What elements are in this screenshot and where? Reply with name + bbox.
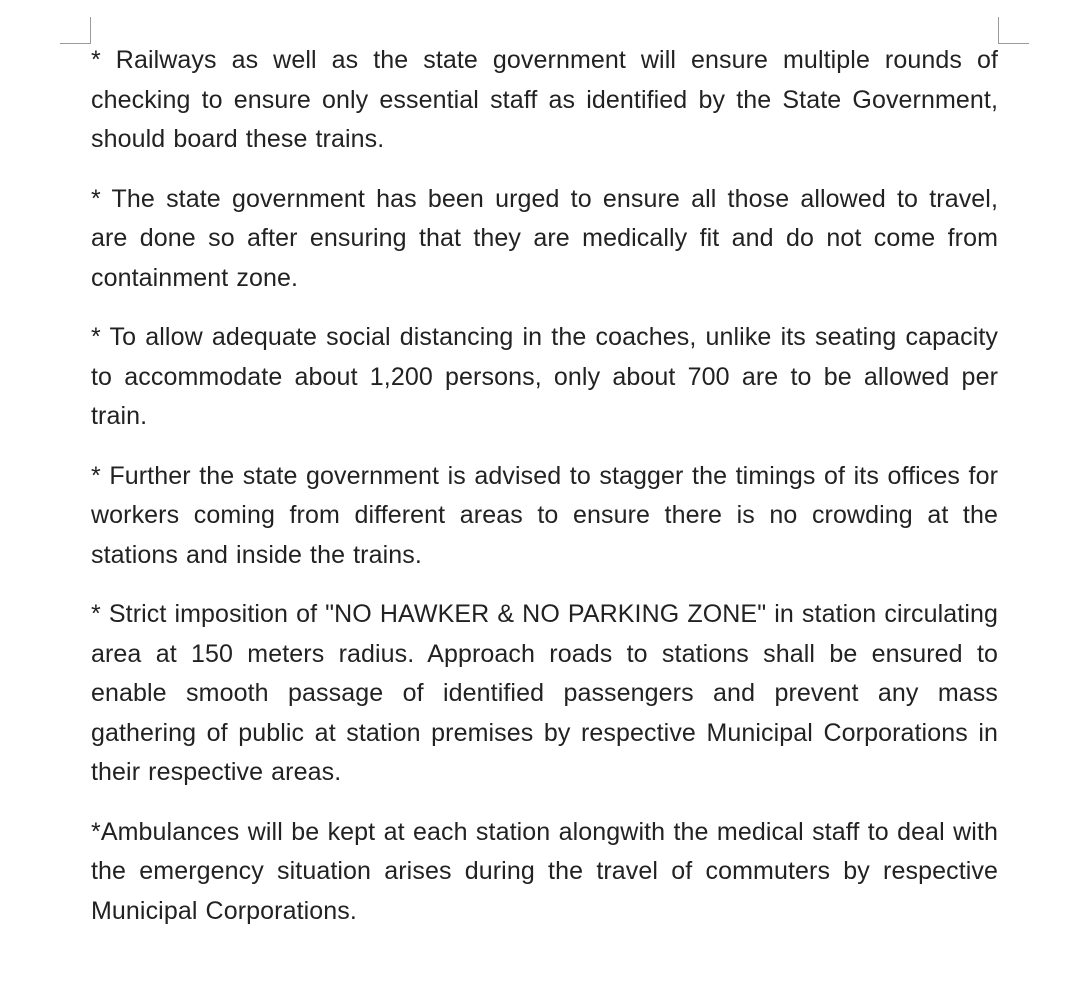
paragraph-no-hawker-zone: * Strict imposition of "NO HAWKER & NO PARKING ZONE" in station circulating area at 150 meters radius. Approach roads to stations shall be ensured to enable smooth passage of identified passengers and prevent any mass gathering of public at station premises by respective Municipal Corporations in their respective areas.: [91, 600, 998, 786]
document-body: [91, 41, 998, 951]
paragraph-medically-fit: * The state government has been urged to ensure all those allowed to travel, are done so after ensuring that they are medically fit and do not come from containment zone.: [91, 184, 998, 292]
paragraph-stagger-timings: * Further the state government is advised to stagger the timings of its offices for workers coming from different areas to ensure there is no crowding at the stations and inside the trains.: [91, 461, 998, 569]
top-right-margin-mark: [998, 17, 1029, 44]
paragraph-ambulances: *Ambulances will be kept at each station alongwith the medical staff to deal with the emergency situation arises during the travel of commuters by respective Municipal Corporations.: [91, 817, 998, 925]
paragraph-social-distancing: * To allow adequate social distancing in the coaches, unlike its seating capacity to accommodate about 1,200 persons, only about 700 are to be allowed per train.: [91, 323, 998, 430]
paragraph-multiple-checking: * Railways as well as the state government will ensure multiple rounds of checking to ensure only essential staff as identified by the State Government, should board these trains.: [91, 46, 998, 153]
top-left-margin-mark: [60, 17, 91, 44]
